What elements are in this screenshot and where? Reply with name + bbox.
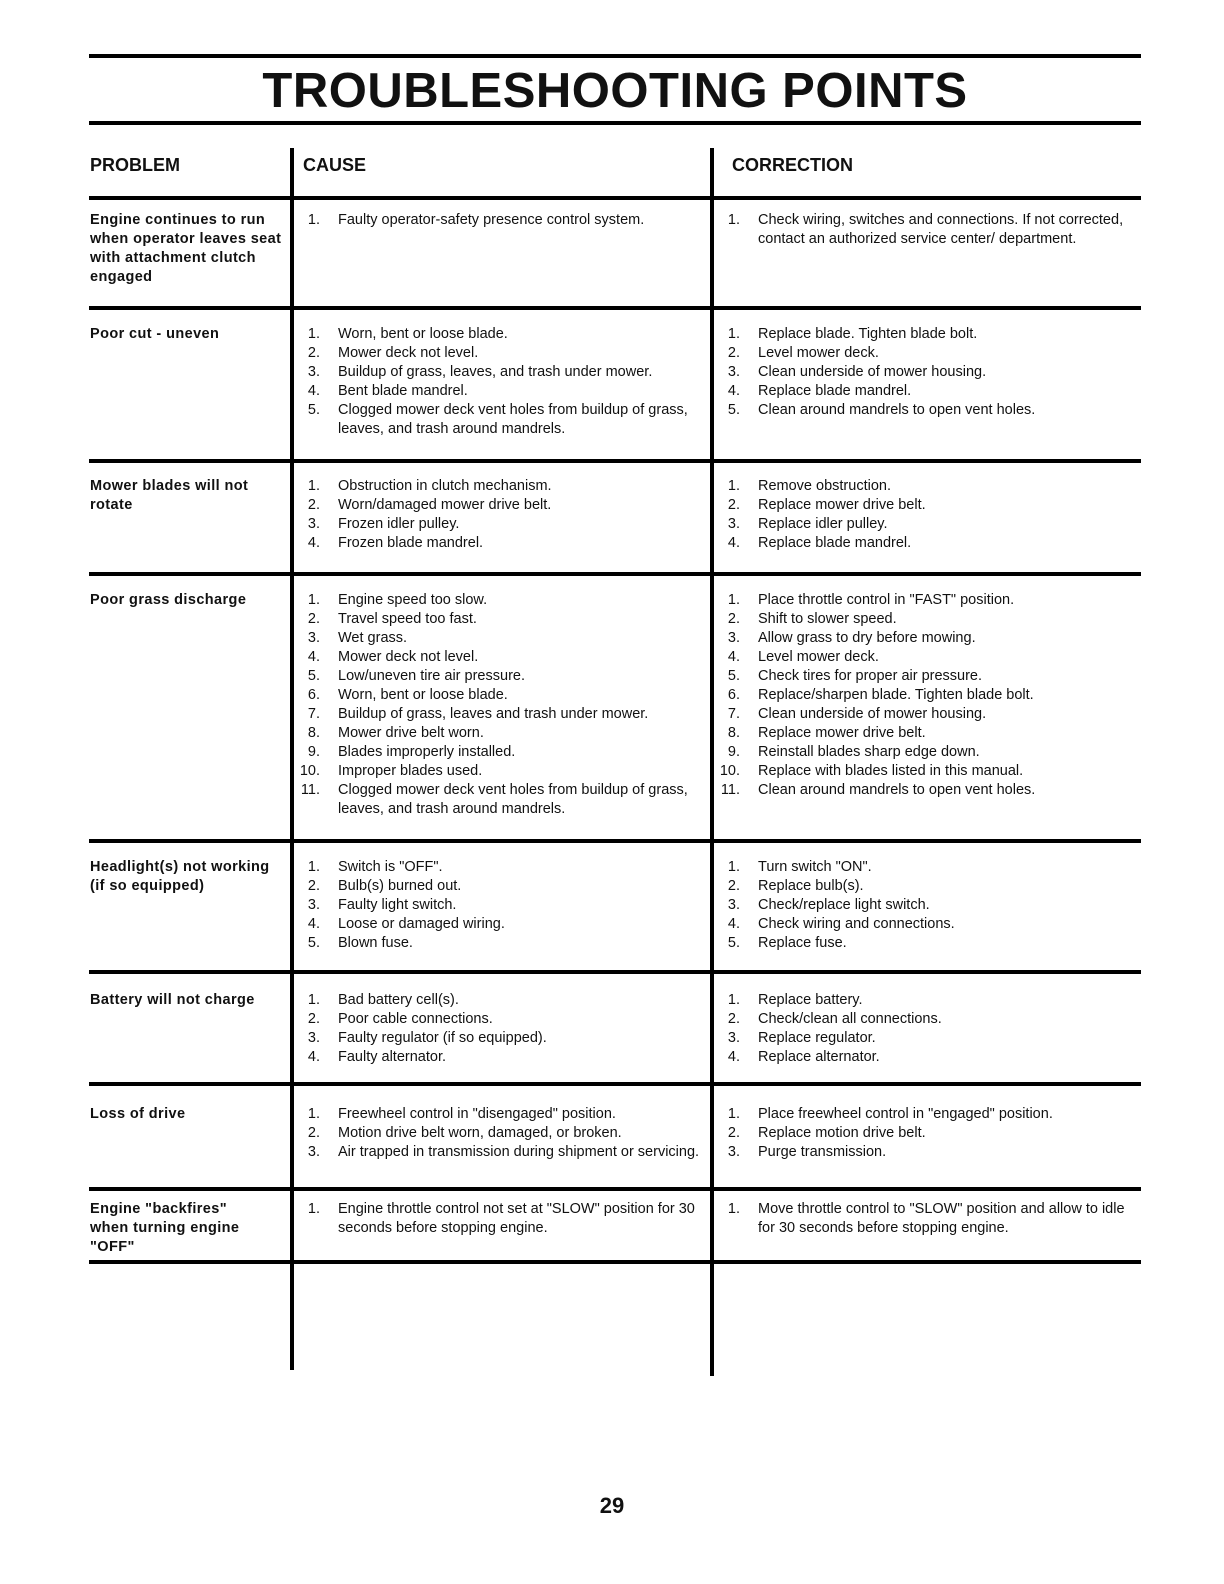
item-text: Replace with blades listed in this manual. [758, 763, 1024, 779]
item-text: Clean around mandrels to open vent holes. [758, 782, 1036, 798]
item-text: Clean underside of mower housing. [758, 706, 987, 722]
row-separator [89, 306, 1141, 310]
cause-item [298, 382, 708, 401]
item-text: Frozen idler pulley. [338, 516, 460, 532]
item-text: Place throttle control in "FAST" position. [758, 592, 1015, 608]
item-number: 11. [300, 782, 320, 798]
row-separator [89, 1260, 1141, 1264]
cause-item [298, 496, 708, 515]
correction-item [718, 991, 1138, 1010]
item-number: 9. [727, 744, 740, 760]
title-bottom-rule [89, 121, 1141, 125]
item-text: Replace mower drive belt. [758, 725, 926, 741]
item-number: 3. [727, 1030, 740, 1046]
correction-item [718, 1105, 1138, 1124]
item-text: Replace idler pulley. [758, 516, 888, 532]
item-number: 2. [307, 611, 320, 627]
cause-item [298, 401, 708, 439]
item-text: Allow grass to dry before mowing. [758, 630, 976, 646]
item-text: Bad battery cell(s). [338, 992, 459, 1008]
item-number: 4. [727, 535, 740, 551]
cause-item [298, 477, 708, 496]
item-number: 1. [307, 592, 320, 608]
cause-item [298, 1143, 708, 1162]
item-text: Faulty operator-safety presence control system. [338, 212, 645, 228]
item-text: Blown fuse. [338, 935, 413, 951]
cause-item [298, 534, 708, 553]
cause-item [298, 1200, 708, 1238]
row-separator [89, 970, 1141, 974]
correction-item [718, 781, 1138, 800]
item-number: 4. [727, 383, 740, 399]
item-number: 1. [307, 326, 320, 342]
title-top-rule [89, 54, 1141, 58]
item-text: Replace battery. [758, 992, 863, 1008]
item-number: 2. [727, 878, 740, 894]
item-number: 4. [307, 649, 320, 665]
item-number: 1. [307, 478, 320, 494]
problem-label: Engine continues to run when operator leaves seat with attachment clutch engaged [90, 212, 282, 285]
cause-item [298, 344, 708, 363]
item-number: 6. [727, 687, 740, 703]
item-number: 1. [307, 1106, 320, 1122]
correction-list [718, 858, 1138, 953]
item-text: Engine speed too slow. [338, 592, 488, 608]
problem-label: Poor cut - uneven [90, 326, 220, 342]
item-text: Clogged mower deck vent holes from buildup of grass, leaves, and trash around mandrels. [338, 402, 688, 437]
item-text: Motion drive belt worn, damaged, or broken. [338, 1125, 622, 1141]
correction-list [718, 211, 1138, 249]
correction-item [718, 686, 1138, 705]
item-number: 1. [727, 326, 740, 342]
item-number: 10. [299, 763, 320, 779]
correction-item [718, 629, 1138, 648]
item-text: Reinstall blades sharp edge down. [758, 744, 980, 760]
correction-item [718, 1200, 1138, 1238]
item-number: 2. [727, 345, 740, 361]
correction-item [718, 1048, 1138, 1067]
item-text: Clean around mandrels to open vent holes. [758, 402, 1036, 418]
item-text: Air trapped in transmission during shipment or servicing. [338, 1144, 700, 1160]
cause-list [298, 211, 708, 230]
correction-item [718, 762, 1138, 781]
page-number: 29 [599, 1493, 625, 1518]
item-text: Level mower deck. [758, 649, 879, 665]
item-text: Purge transmission. [758, 1144, 887, 1160]
problem-label: Headlight(s) not working (if so equipped) [90, 859, 270, 894]
item-text: Check wiring, switches and connections. If not corrected, contact an authorized service center/ department. [758, 212, 1124, 247]
correction-item [718, 667, 1138, 686]
item-text: Faulty regulator (if so equipped). [338, 1030, 547, 1046]
item-number: 5. [307, 935, 320, 951]
item-number: 3. [727, 516, 740, 532]
correction-item [718, 1010, 1138, 1029]
item-number: 5. [727, 935, 740, 951]
row-separator [89, 196, 1141, 200]
correction-item [718, 705, 1138, 724]
correction-item [718, 211, 1138, 249]
correction-item [718, 915, 1138, 934]
correction-item [718, 724, 1138, 743]
cause-item [298, 743, 708, 762]
problem-label: Engine "backfires" when turning engine "OFF" [90, 1201, 240, 1255]
item-number: 3. [307, 1144, 320, 1160]
item-number: 5. [727, 402, 740, 418]
item-text: Buildup of grass, leaves, and trash under mower. [338, 364, 653, 380]
item-number: 2. [727, 1125, 740, 1141]
item-text: Worn, bent or loose blade. [338, 326, 508, 342]
item-text: Shift to slower speed. [758, 611, 897, 627]
item-number: 7. [727, 706, 740, 722]
item-number: 10. [719, 763, 740, 779]
problem-label: Loss of drive [90, 1106, 186, 1122]
item-text: Poor cable connections. [338, 1011, 493, 1027]
item-text: Replace blade. Tighten blade bolt. [758, 326, 978, 342]
correction-item [718, 382, 1138, 401]
item-text: Replace bulb(s). [758, 878, 864, 894]
correction-list [718, 591, 1138, 800]
item-number: 3. [307, 630, 320, 646]
problem-label: Poor grass discharge [90, 592, 247, 608]
page-title: TROUBLESHOOTING POINTS [262, 64, 968, 118]
item-number: 4. [727, 916, 740, 932]
correction-item [718, 877, 1138, 896]
correction-item [718, 610, 1138, 629]
item-text: Loose or damaged wiring. [338, 916, 505, 932]
cause-item [298, 610, 708, 629]
cause-item [298, 1105, 708, 1124]
item-text: Place freewheel control in "engaged" position. [758, 1106, 1053, 1122]
item-text: Mower deck not level. [338, 649, 479, 665]
cause-list [298, 591, 708, 819]
item-number: 4. [307, 916, 320, 932]
cause-item [298, 686, 708, 705]
item-number: 3. [727, 897, 740, 913]
item-number: 1. [307, 212, 320, 228]
item-text: Replace alternator. [758, 1049, 880, 1065]
cause-item [298, 858, 708, 877]
item-text: Replace fuse. [758, 935, 847, 951]
item-text: Replace regulator. [758, 1030, 876, 1046]
item-text: Buildup of grass, leaves and trash under mower. [338, 706, 649, 722]
item-number: 3. [307, 897, 320, 913]
cause-item [298, 991, 708, 1010]
item-text: Faulty light switch. [338, 897, 457, 913]
item-number: 4. [307, 383, 320, 399]
correction-item [718, 1029, 1138, 1048]
item-number: 4. [727, 649, 740, 665]
item-text: Low/uneven tire air pressure. [338, 668, 525, 684]
item-number: 1. [727, 1106, 740, 1122]
item-text: Freewheel control in "disengaged" position. [338, 1106, 616, 1122]
row-separator [89, 459, 1141, 463]
item-text: Clean underside of mower housing. [758, 364, 987, 380]
correction-item [718, 743, 1138, 762]
item-number: 1. [727, 212, 740, 228]
item-number: 9. [307, 744, 320, 760]
correction-item [718, 344, 1138, 363]
item-text: Bulb(s) burned out. [338, 878, 462, 894]
item-text: Check/replace light switch. [758, 897, 930, 913]
item-number: 8. [307, 725, 320, 741]
item-number: 4. [727, 1049, 740, 1065]
cause-item [298, 934, 708, 953]
cause-list [298, 477, 708, 553]
cause-list [298, 858, 708, 953]
item-text: Level mower deck. [758, 345, 879, 361]
correction-item [718, 858, 1138, 877]
correction-item [718, 477, 1138, 496]
item-number: 3. [727, 630, 740, 646]
item-number: 5. [307, 402, 320, 418]
cause-list [298, 991, 708, 1067]
item-text: Check tires for proper air pressure. [758, 668, 983, 684]
item-text: Replace motion drive belt. [758, 1125, 926, 1141]
header-problem: PROBLEM [90, 155, 180, 175]
correction-item [718, 934, 1138, 953]
item-number: 1. [727, 592, 740, 608]
item-text: Check wiring and connections. [758, 916, 955, 932]
cause-item [298, 1124, 708, 1143]
item-number: 4. [307, 1049, 320, 1065]
cause-item [298, 667, 708, 686]
item-number: 3. [307, 364, 320, 380]
correction-item [718, 1124, 1138, 1143]
item-number: 5. [307, 668, 320, 684]
item-number: 11. [720, 782, 740, 798]
item-number: 2. [307, 878, 320, 894]
cause-item [298, 877, 708, 896]
item-number: 1. [307, 1201, 320, 1217]
item-number: 1. [307, 992, 320, 1008]
item-text: Wet grass. [338, 630, 408, 646]
correction-item [718, 1143, 1138, 1162]
cause-item [298, 724, 708, 743]
item-text: Blades improperly installed. [338, 744, 516, 760]
item-text: Clogged mower deck vent holes from buildup of grass, leaves, and trash around mandrels. [338, 782, 688, 817]
correction-item [718, 591, 1138, 610]
item-number: 4. [307, 535, 320, 551]
item-text: Replace/sharpen blade. Tighten blade bolt. [758, 687, 1034, 703]
row-separator [89, 839, 1141, 843]
correction-item [718, 496, 1138, 515]
correction-item [718, 325, 1138, 344]
column-divider-correction [710, 148, 714, 1376]
cause-item [298, 896, 708, 915]
correction-item [718, 648, 1138, 667]
correction-list [718, 1105, 1138, 1162]
item-text: Turn switch "ON". [758, 859, 872, 875]
item-number: 8. [727, 725, 740, 741]
item-text: Travel speed too fast. [338, 611, 477, 627]
item-text: Worn/damaged mower drive belt. [338, 497, 552, 513]
item-number: 1. [727, 992, 740, 1008]
cause-item [298, 1010, 708, 1029]
item-text: Bent blade mandrel. [338, 383, 468, 399]
row-separator [89, 572, 1141, 576]
item-text: Mower deck not level. [338, 345, 479, 361]
item-text: Replace blade mandrel. [758, 535, 912, 551]
item-number: 3. [307, 516, 320, 532]
cause-item [298, 915, 708, 934]
item-number: 1. [307, 859, 320, 875]
row-separator [89, 1082, 1141, 1086]
cause-item [298, 363, 708, 382]
cause-list [298, 325, 708, 439]
item-number: 1. [727, 859, 740, 875]
item-text: Obstruction in clutch mechanism. [338, 478, 552, 494]
item-number: 2. [307, 345, 320, 361]
cause-item [298, 781, 708, 819]
item-number: 1. [727, 1201, 740, 1217]
correction-item [718, 896, 1138, 915]
item-text: Mower drive belt worn. [338, 725, 484, 741]
correction-list [718, 477, 1138, 553]
item-text: Replace mower drive belt. [758, 497, 926, 513]
item-number: 2. [727, 497, 740, 513]
cause-list [298, 1200, 708, 1238]
row-separator [89, 1187, 1141, 1191]
problem-label: Battery will not charge [90, 992, 255, 1008]
item-number: 6. [307, 687, 320, 703]
correction-list [718, 991, 1138, 1067]
cause-item [298, 762, 708, 781]
item-number: 2. [727, 1011, 740, 1027]
item-number: 2. [307, 1125, 320, 1141]
correction-item [718, 534, 1138, 553]
cause-list [298, 1105, 708, 1162]
item-number: 1. [727, 478, 740, 494]
item-number: 2. [307, 497, 320, 513]
correction-list [718, 1200, 1138, 1238]
item-text: Improper blades used. [338, 763, 483, 779]
item-number: 7. [307, 706, 320, 722]
cause-item [298, 1029, 708, 1048]
correction-item [718, 401, 1138, 420]
item-number: 3. [727, 364, 740, 380]
item-text: Engine throttle control not set at "SLOW" position for 30 seconds before stopping engine. [338, 1201, 695, 1236]
cause-item [298, 591, 708, 610]
item-number: 2. [727, 611, 740, 627]
item-text: Replace blade mandrel. [758, 383, 912, 399]
cause-item [298, 648, 708, 667]
cause-item [298, 515, 708, 534]
cause-item [298, 705, 708, 724]
header-correction: CORRECTION [732, 155, 853, 175]
item-text: Faulty alternator. [338, 1049, 446, 1065]
cause-item [298, 211, 708, 230]
item-number: 3. [727, 1144, 740, 1160]
correction-item [718, 363, 1138, 382]
item-number: 3. [307, 1030, 320, 1046]
item-text: Frozen blade mandrel. [338, 535, 484, 551]
item-text: Switch is "OFF". [338, 859, 443, 875]
item-text: Worn, bent or loose blade. [338, 687, 508, 703]
header-cause: CAUSE [303, 155, 367, 175]
correction-list [718, 325, 1138, 420]
item-number: 2. [307, 1011, 320, 1027]
cause-item [298, 1048, 708, 1067]
problem-label: Mower blades will not rotate [90, 478, 249, 513]
cause-item [298, 325, 708, 344]
item-text: Remove obstruction. [758, 478, 891, 494]
correction-item [718, 515, 1138, 534]
item-number: 5. [727, 668, 740, 684]
item-text: Move throttle control to "SLOW" position and allow to idle for 30 seconds before stopping engine. [758, 1201, 1125, 1236]
cause-item [298, 629, 708, 648]
item-text: Check/clean all connections. [758, 1011, 942, 1027]
